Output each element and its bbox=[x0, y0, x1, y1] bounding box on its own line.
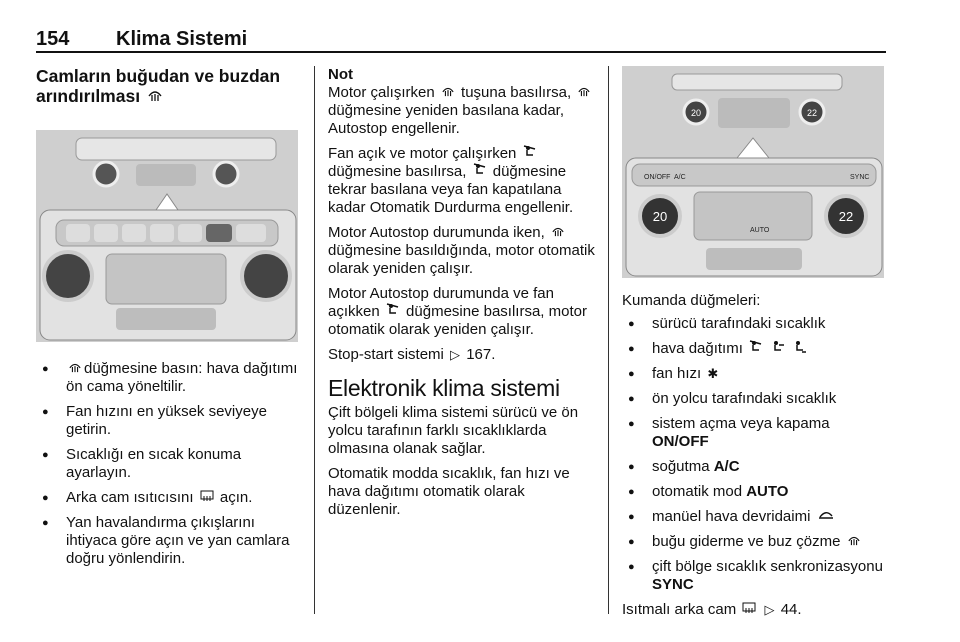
list-item: ● ön yolcu tarafındaki sıcaklık bbox=[622, 390, 892, 408]
note-paragraph-2: Fan açık ve motor çalışırken düğmesine basılırsa, düğmesine tekrar basılana veya fan kapatılana kadar Otomatik Durdurma engellenir. bbox=[328, 145, 574, 216]
column-divider-2 bbox=[608, 66, 609, 614]
air-distribution-feet-icon bbox=[793, 340, 807, 358]
list-item: ● Yan havalandırma çıkışlarını ihtiyaca göre açın ve yan camlara doğru yönlendirin. bbox=[36, 514, 306, 568]
rear-window-heater-icon bbox=[742, 601, 756, 619]
column-1 bbox=[36, 66, 306, 575]
list-item: ● Arka cam ısıtıcısını açın. bbox=[36, 489, 306, 507]
electronic-climate-heading: Elektronik klima sistemi bbox=[328, 375, 560, 401]
list-item: ● Sıcaklığı en sıcak konuma ayarlayın. bbox=[36, 446, 306, 482]
controls-list bbox=[622, 315, 892, 594]
column-2 bbox=[328, 66, 598, 526]
panel-left-temp: 20 bbox=[652, 209, 668, 224]
panel-btn-sync: SYNC bbox=[850, 174, 870, 181]
list-item: ● manüel hava devridaimi bbox=[622, 508, 892, 526]
defrost-steps-list bbox=[36, 360, 306, 568]
list-item: ● fan hızı ✱ bbox=[622, 365, 892, 383]
list-item: ● buğu giderme ve buz çözme bbox=[622, 533, 892, 551]
list-item: ● sürücü tarafındaki sıcaklık bbox=[622, 315, 892, 333]
stop-start-reference: Stop-start sistemi ▷ 167. bbox=[328, 346, 496, 363]
climate-panel-illustration-2 bbox=[622, 66, 884, 278]
note-paragraph-1: Motor çalışırken tuşuna basılırsa, düğmesine yeniden basılana kadar, Autostop engellenir. bbox=[328, 84, 598, 138]
defrost-icon bbox=[441, 84, 455, 102]
air-distribution-windscreen-icon bbox=[749, 340, 763, 358]
panel-right-temp: 22 bbox=[838, 209, 854, 224]
note-paragraph-3: Motor Autostop durumunda iken, düğmesine basıldığında, motor otomatik olarak yeniden çalışır. bbox=[328, 224, 595, 277]
defrost-heading: Camların buğudan ve buzdan arındırılması bbox=[36, 66, 281, 106]
header-rule bbox=[36, 51, 886, 53]
panel-btn-ac: A/C bbox=[674, 174, 686, 181]
panel-btn-auto: AUTO bbox=[750, 227, 770, 234]
rear-window-reference: Isıtmalı arka cam ▷ 44. bbox=[622, 601, 802, 618]
column-divider-1 bbox=[314, 66, 315, 614]
controls-title: Kumanda düğmeleri: bbox=[622, 292, 761, 309]
defrost-icon bbox=[68, 360, 82, 378]
list-item: ● çift bölge sıcaklık senkronizasyonu SYNC bbox=[622, 558, 892, 594]
page-header bbox=[36, 28, 886, 50]
list-item: ● düğmesine basın: hava dağıtımı ön cama yöneltilir. bbox=[36, 360, 306, 396]
air-distribution-face-icon bbox=[771, 340, 785, 358]
panel-small-left-temp: 20 bbox=[690, 108, 702, 118]
list-item: ● sistem açma veya kapama ON/OFF bbox=[622, 415, 892, 451]
list-item: ● Fan hızını en yüksek seviyeye getirin. bbox=[36, 403, 306, 439]
recirculation-icon bbox=[817, 508, 835, 526]
climate-panel-illustration-1 bbox=[36, 130, 298, 342]
auto-mode-paragraph: Otomatik modda sıcaklık, fan hızı ve hava dağıtımı otomatik olarak düzenlenir. bbox=[328, 465, 570, 518]
page-number: 154 bbox=[36, 28, 70, 50]
panel-small-right-temp: 22 bbox=[806, 108, 818, 118]
list-item: ● otomatik mod AUTO bbox=[622, 483, 892, 501]
list-item: ● hava dağıtımı bbox=[622, 340, 892, 358]
defrost-icon bbox=[551, 224, 565, 242]
page-reference-icon: ▷ bbox=[764, 602, 775, 617]
rear-window-heater-icon bbox=[200, 489, 214, 507]
list-item: ● soğutma A/C bbox=[622, 458, 892, 476]
column-3 bbox=[622, 66, 892, 626]
defrost-icon bbox=[577, 84, 591, 102]
air-distribution-windscreen-icon bbox=[523, 145, 537, 163]
fan-icon: ✱ bbox=[707, 366, 719, 381]
defrost-icon bbox=[847, 533, 861, 551]
defrost-icon bbox=[147, 88, 163, 108]
panel-btn-onoff: ON/OFF bbox=[644, 174, 671, 181]
note-paragraph-4: Motor Autostop durumunda ve fan açıkken düğmesine basılırsa, motor otomatik olarak yeniden çalışır. bbox=[328, 285, 587, 338]
dual-zone-paragraph: Çift bölgeli klima sistemi sürücü ve ön yolcu tarafının farklı sıcaklıklarda olmasına olanak sağlar. bbox=[328, 404, 579, 457]
air-distribution-windscreen-icon bbox=[386, 303, 400, 321]
air-distribution-windscreen-icon bbox=[473, 163, 487, 181]
note-title: Not bbox=[328, 66, 353, 83]
page-reference-icon: ▷ bbox=[450, 347, 461, 362]
section-title: Klima Sistemi bbox=[116, 28, 248, 50]
